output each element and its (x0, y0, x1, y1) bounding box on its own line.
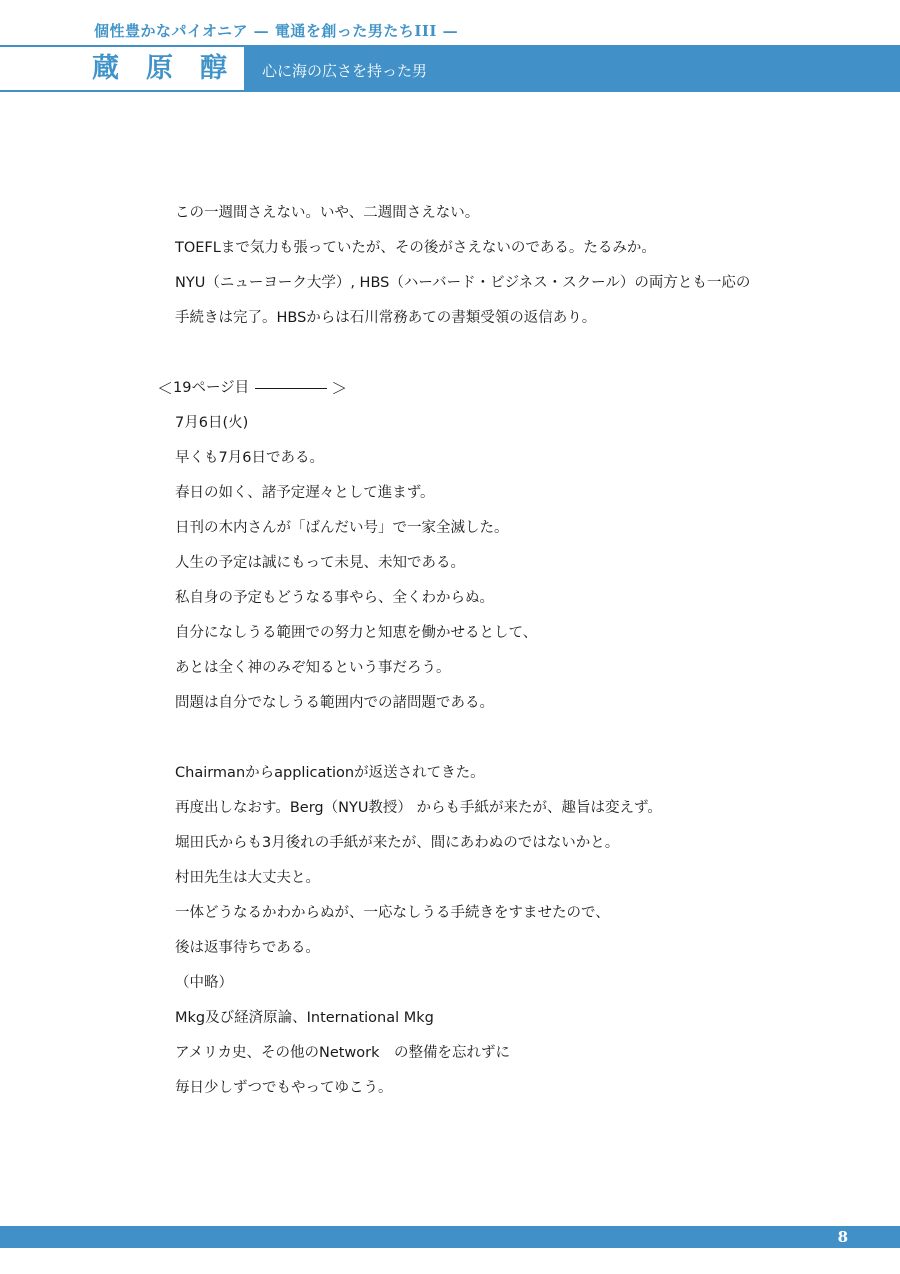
name-char: 醇 (200, 53, 227, 84)
paragraph-gap (175, 721, 815, 756)
marker-label: 19ページ目 (173, 380, 250, 396)
text-line: 問題は自分でなしうる範囲内での諸問題である。 (175, 695, 494, 711)
text-line: 日刊の木内さんが「ばんだい号」で一家全滅した。 (175, 520, 509, 536)
name-char: 原 (146, 53, 173, 84)
body-text (157, 196, 815, 1106)
person-name (92, 51, 227, 87)
text-line: （中略） (175, 975, 233, 991)
text-line: 再度出しなおす。Berg（NYU教授） からも手紙が来たが、趣旨は変えず。 (175, 800, 662, 816)
text-line: 毎日少しずつでもやってゆこう。 (175, 1080, 393, 1096)
text-line: 人生の予定は誠にもって未見、未知である。 (175, 555, 465, 571)
text-line: 自分になしうる範囲での努力と知恵を働かせるとして、 (175, 625, 538, 641)
article-subtitle: 心に海の広さを持った男 (262, 62, 428, 80)
text-line: 堀田氏からも3月後れの手紙が来たが、間にあわぬのではないかと。 (175, 835, 620, 851)
text-line: TOEFLまで気力も張っていたが、その後がさえないのである。たるみか。 (175, 240, 656, 256)
footer-band (0, 1226, 900, 1248)
text-line: 私自身の予定もどうなる事やら、全くわからぬ。 (175, 590, 494, 606)
marker-rule (255, 388, 327, 390)
text-line: 一体どうなるかわからぬが、一応なしうる手続きをすませたので、 (175, 905, 610, 921)
text-line: Mkg及び経済原論、International Mkg (175, 1010, 434, 1026)
text-line: 後は返事待ちである。 (175, 940, 320, 956)
text-line: 手続きは完了。HBSからは石川常務あての書類受領の返信あり。 (175, 310, 597, 326)
text-line: あとは全く神のみぞ知るという事だろう。 (175, 660, 451, 676)
marker-close: ＞ (331, 379, 348, 398)
text-line: アメリカ史、その他のNetwork の整備を忘れずに (175, 1045, 511, 1061)
page-number: 8 (837, 1228, 848, 1246)
text-line: 春日の如く、諸予定遅々として進まず。 (175, 485, 435, 501)
text-line: 早くも7月6日である。 (175, 450, 324, 466)
name-char: 蔵 (92, 53, 119, 84)
marker-open: ＜ (157, 379, 174, 398)
page-marker (157, 371, 797, 406)
text-line: NYU（ニューヨーク大学）, HBS（ハーバード・ビジネス・スクール）の両方とも一応の (175, 275, 751, 291)
text-line: 村田先生は大丈夫と。 (175, 870, 320, 886)
paragraph-gap (175, 336, 815, 371)
text-line: 7月6日(火) (175, 415, 249, 431)
series-title: 個性豊かなパイオニア — 電通を創った男たちIII — (94, 22, 459, 40)
text-line: この一週間さえない。いや、二週間さえない。 (175, 205, 480, 221)
text-line: Chairmanからapplicationが返送されてきた。 (175, 765, 485, 781)
